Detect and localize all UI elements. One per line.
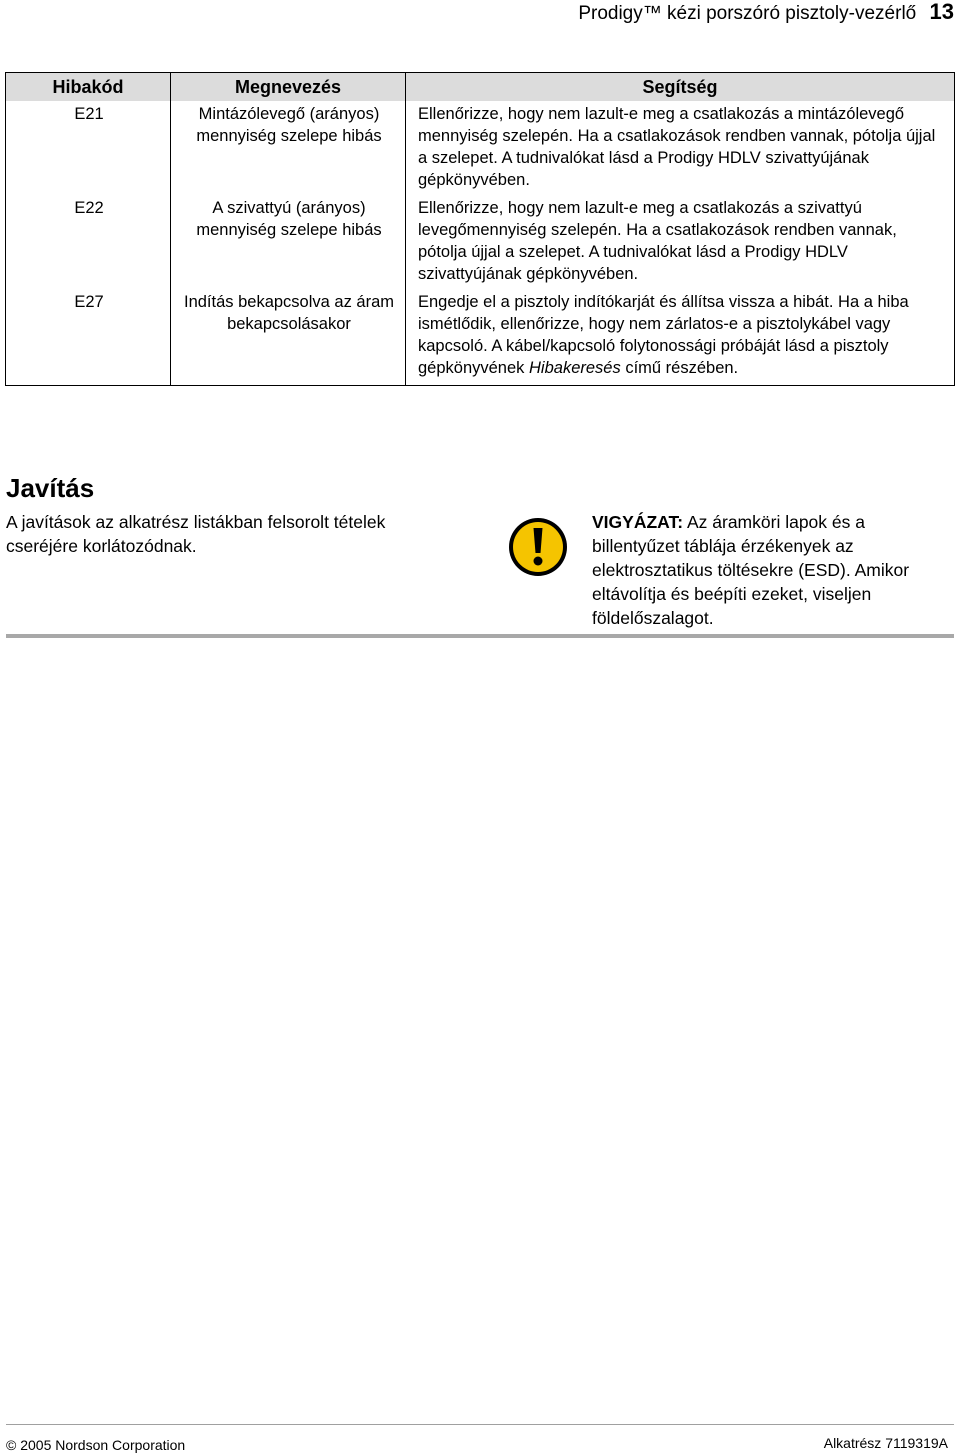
error-name: Indítás bekapcsolva az áram bekapcsolásakor bbox=[171, 289, 406, 386]
error-code: E27 bbox=[6, 289, 171, 386]
copyright-symbol: © bbox=[6, 1437, 17, 1453]
section-title: Javítás bbox=[6, 473, 95, 503]
section-text: A javítások az alkatrész listákban felsorolt tételek cseréjére korlátozódnak. bbox=[6, 512, 386, 556]
table-row bbox=[6, 101, 955, 195]
error-help bbox=[406, 289, 955, 386]
table-row bbox=[6, 195, 955, 289]
column-header-help: Segítség bbox=[406, 73, 955, 102]
document-title: Prodigy™ kézi porszóró pisztoly-vezérlő bbox=[578, 3, 917, 24]
table-header-row bbox=[6, 73, 955, 102]
error-code-table bbox=[5, 72, 955, 386]
warning-text: Az áramköri lapok és a billentyűzet táblája érzékenyek az elektrosztatikus töltésekre (ESD). Amikor eltávolítja és beépíti ezeket, viseljen földelőszalagot. bbox=[592, 512, 910, 628]
page-header bbox=[578, 0, 954, 24]
error-name: A szivattyú (arányos) mennyiség szelepe hibás bbox=[171, 195, 406, 289]
copyright-text: 2005 Nordson Corporation bbox=[20, 1437, 186, 1453]
column-header-name: Megnevezés bbox=[171, 73, 406, 102]
footer-copyright bbox=[6, 1436, 185, 1454]
error-code: E21 bbox=[6, 101, 171, 195]
table-row bbox=[6, 289, 955, 386]
error-name: Mintázólevegő (arányos) mennyiség szelepe hibás bbox=[171, 101, 406, 195]
error-help-text: Engedje el a pisztoly indítókarját és állítsa vissza a hibát. Ha a hiba ismétlődik, ellenőrizze, hogy nem zárlatos-e a pisztolykábel vagy kapcsoló. A kábel/kapcsoló folytonossági próbáját lásd a pisztoly gépkönyvének bbox=[418, 293, 909, 377]
warning-note bbox=[592, 510, 932, 630]
column-header-code: Hibakód bbox=[6, 73, 171, 102]
error-help: Ellenőrizze, hogy nem lazult-e meg a csatlakozás a mintázólevegő mennyiség szelepén. Ha a csatlakozások rendben vannak, pótolja újjal a szelepet. A tudnivalókat lásd a Prodigy HDLV szivattyújának gépkönyvében. bbox=[406, 101, 955, 195]
manual-section-reference: Hibakeresés bbox=[529, 359, 621, 377]
error-help: Ellenőrizze, hogy nem lazult-e meg a csatlakozás a szivattyú levegőmennyiség szelepén. Ha a csatlakozások rendben vannak, pótolja újjal a szelepet. A tudnivalókat lásd a Prodigy HDLV szivattyújának gépkönyvében. bbox=[406, 195, 955, 289]
footer-part-number: Alkatrész 7119319A bbox=[823, 1435, 948, 1451]
exclamation-warning-icon bbox=[508, 517, 568, 577]
error-help-tail: című részében. bbox=[625, 359, 739, 377]
warning-label: VIGYÁZAT: bbox=[592, 512, 684, 532]
footer-divider bbox=[6, 1424, 954, 1425]
section-divider bbox=[6, 634, 954, 638]
page-number: 13 bbox=[929, 0, 954, 24]
error-code: E22 bbox=[6, 195, 171, 289]
